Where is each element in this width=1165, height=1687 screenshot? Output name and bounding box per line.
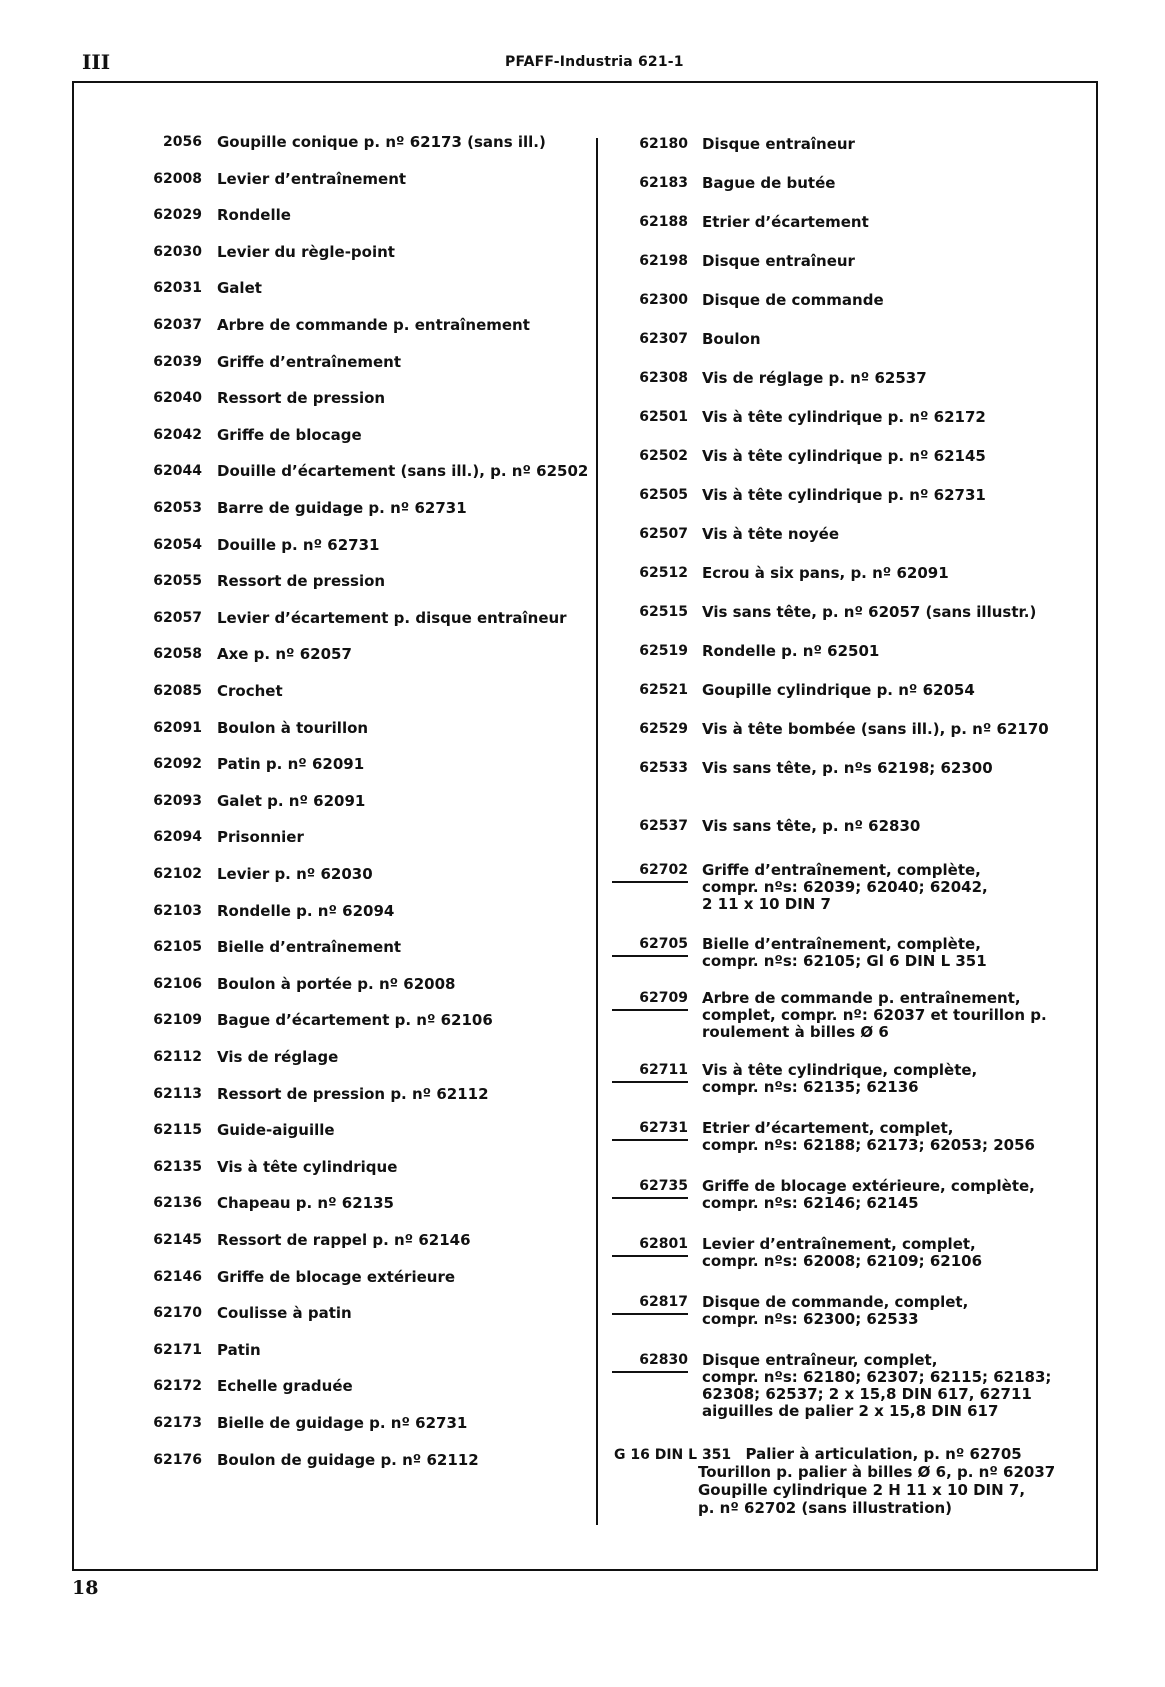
part-description: Axe p. nº 62057 <box>217 645 352 664</box>
part-entry <box>612 990 1047 1041</box>
part-number: 62055 <box>153 573 202 590</box>
description-line: Disque entraîneur, complet, <box>702 1351 938 1369</box>
part-entry <box>612 1236 982 1270</box>
part-number: 62039 <box>153 353 202 370</box>
part-entry <box>612 682 975 699</box>
part-description <box>702 565 949 582</box>
description-line: aiguilles de palier 2 x 15,8 DIN 617 <box>702 1402 999 1420</box>
part-entry <box>612 175 835 192</box>
part-description <box>702 862 988 913</box>
part-number: 62533 <box>639 760 688 776</box>
part-number: 62183 <box>639 175 688 191</box>
part-description <box>702 1062 977 1096</box>
part-description: Coulisse à patin <box>217 1304 352 1323</box>
part-description: Tourillon p. palier à billes Ø 6, p. nº 62037 <box>698 1463 1056 1481</box>
part-description: Levier d’écartement p. disque entraîneur <box>217 608 567 627</box>
part-number: 62037 <box>153 317 202 333</box>
part-number: 62521 <box>639 682 688 698</box>
part-entry <box>136 756 364 773</box>
part-description: Ressort de pression p. nº 62112 <box>217 1084 489 1103</box>
part-entry <box>136 427 362 444</box>
part-entry <box>136 1086 489 1103</box>
part-entry <box>136 207 291 224</box>
part-entry <box>136 1305 352 1322</box>
part-description: Boulon à tourillon <box>217 718 369 737</box>
part-number: 62145 <box>153 1232 202 1248</box>
part-description: Douille d’écartement (sans ill.), p. nº 62502 <box>217 462 589 481</box>
part-number: 62307 <box>639 331 688 347</box>
part-entry <box>612 818 920 835</box>
part-number: 62093 <box>153 792 202 809</box>
part-entry <box>136 903 394 920</box>
part-description: Ressort de pression <box>217 389 386 408</box>
part-description: Barre de guidage p. nº 62731 <box>217 499 467 517</box>
part-number: 62308 <box>639 370 688 386</box>
part-number: 62029 <box>153 207 202 224</box>
part-number: 62103 <box>153 902 202 919</box>
description-line: Vis à tête noyée <box>702 525 839 543</box>
description-line: Vis de réglage p. nº 62537 <box>702 369 927 387</box>
part-entry <box>136 537 379 554</box>
part-entry <box>612 1062 977 1096</box>
description-line: Bague de butée <box>702 174 836 192</box>
part-entry <box>136 1452 479 1469</box>
description-line: Vis sans tête, p. nºs 62198; 62300 <box>702 759 993 777</box>
part-description: Goupille cylindrique 2 H 11 x 10 DIN 7, <box>698 1481 1026 1499</box>
part-number: 62705 <box>612 936 688 957</box>
part-description <box>702 448 986 465</box>
part-number: 62801 <box>612 1236 688 1257</box>
description-line: compr. nºs: 62105; Gl 6 DIN L 351 <box>702 952 987 970</box>
part-description <box>702 818 920 835</box>
part-entry <box>612 448 986 465</box>
part-number: 62735 <box>612 1178 688 1199</box>
part-entry <box>612 565 949 582</box>
part-number: 62112 <box>153 1049 202 1065</box>
part-entry-line <box>698 1464 1055 1481</box>
part-entry-line <box>614 1446 1022 1464</box>
description-line: Ecrou à six pans, p. nº 62091 <box>702 564 949 582</box>
part-number: 62085 <box>153 683 202 699</box>
part-number: 62173 <box>153 1415 202 1431</box>
part-entry <box>612 487 986 504</box>
part-entry <box>612 136 855 153</box>
part-entry <box>612 370 927 387</box>
description-line: Etrier d’écartement <box>702 213 869 231</box>
part-number: 62113 <box>153 1085 202 1102</box>
part-entry <box>136 134 546 151</box>
part-description <box>702 175 835 192</box>
part-entry <box>612 214 869 231</box>
part-entry <box>136 1232 471 1249</box>
part-description: Bielle d’entraînement <box>217 938 402 957</box>
part-description <box>702 643 879 660</box>
part-number: 62507 <box>639 526 688 542</box>
part-description: Arbre de commande p. entraînement <box>217 316 530 334</box>
part-description: Levier p. nº 62030 <box>217 865 373 883</box>
part-entry <box>612 253 855 270</box>
part-entry <box>136 1195 394 1212</box>
part-description: Bague d’écartement p. nº 62106 <box>217 1011 493 1030</box>
part-description <box>702 292 884 309</box>
description-line: Disque de commande <box>702 291 884 309</box>
description-line: Griffe de blocage extérieure, complète, <box>702 1177 1035 1195</box>
description-line: Arbre de commande p. entraînement, <box>702 989 1021 1007</box>
description-line: Etrier d’écartement, complet, <box>702 1119 954 1137</box>
part-description: Griffe de blocage <box>217 425 362 444</box>
part-entry <box>612 292 884 309</box>
part-description: Bielle de guidage p. nº 62731 <box>217 1414 468 1432</box>
part-entry-line <box>698 1482 1025 1499</box>
description-line: 2 11 x 10 DIN 7 <box>702 895 831 913</box>
part-entry <box>136 280 262 297</box>
part-number: 62102 <box>153 866 202 882</box>
part-entry <box>136 829 304 846</box>
part-number: G 16 DIN L 351 <box>614 1447 732 1463</box>
part-description: Goupille conique p. nº 62173 (sans ill.) <box>217 133 546 151</box>
description-line: Vis sans tête, p. nº 62057 (sans illustr.) <box>702 603 1037 621</box>
part-entry <box>136 354 401 371</box>
part-entry <box>136 646 352 663</box>
description-line: compr. nºs: 62008; 62109; 62106 <box>702 1252 983 1270</box>
description-line: compr. nºs: 62039; 62040; 62042, <box>702 878 988 896</box>
part-description: Levier du règle-point <box>217 242 395 261</box>
part-entry <box>612 1178 1035 1212</box>
part-description <box>702 1352 1051 1420</box>
description-line: roulement à billes Ø 6 <box>702 1023 889 1041</box>
part-entry-line <box>698 1500 952 1517</box>
description-line: Disque entraîneur <box>702 252 855 270</box>
part-description: Galet p. nº 62091 <box>217 791 366 810</box>
part-entry <box>136 390 385 407</box>
part-description: Vis de réglage <box>217 1048 339 1066</box>
part-description <box>702 214 869 231</box>
part-description: Boulon à portée p. nº 62008 <box>217 974 456 993</box>
part-number: 62105 <box>153 939 202 956</box>
part-entry <box>612 526 839 543</box>
part-entry <box>612 936 987 970</box>
description-line: Vis à tête bombée (sans ill.), p. nº 62170 <box>702 720 1049 738</box>
part-description <box>702 682 975 699</box>
part-description <box>702 331 761 348</box>
part-description <box>702 604 1036 621</box>
part-number: 62502 <box>639 448 688 464</box>
description-line: compr. nºs: 62135; 62136 <box>702 1078 919 1096</box>
part-number: 62830 <box>612 1352 688 1373</box>
part-entry <box>136 939 401 956</box>
part-number: 62053 <box>153 500 202 516</box>
section-number: III <box>82 50 111 74</box>
part-number: 62054 <box>153 536 202 553</box>
part-entry <box>136 500 467 517</box>
description-line: Disque de commande, complet, <box>702 1293 969 1311</box>
part-entry <box>136 463 588 480</box>
part-number: 62702 <box>612 862 688 883</box>
part-entry <box>612 721 1049 738</box>
part-number: 62537 <box>639 818 688 834</box>
part-entry <box>136 1159 397 1176</box>
part-number: 62057 <box>153 609 202 626</box>
part-number: 62300 <box>639 292 688 308</box>
part-number: 62519 <box>639 643 688 659</box>
part-entry <box>136 1122 335 1139</box>
part-description: Galet <box>217 279 262 298</box>
part-number: 62135 <box>153 1158 202 1175</box>
part-description <box>702 990 1047 1041</box>
part-entry <box>612 1294 968 1328</box>
part-number: 62188 <box>639 214 688 230</box>
part-description <box>702 253 855 270</box>
part-description: Ressort de rappel p. nº 62146 <box>217 1231 471 1249</box>
part-number: 62171 <box>153 1341 202 1358</box>
part-entry <box>136 1049 338 1066</box>
part-number: 62040 <box>153 390 202 407</box>
part-entry <box>136 793 365 810</box>
part-entry <box>136 1378 353 1395</box>
part-description: Rondelle p. nº 62094 <box>217 901 395 920</box>
part-number: 62092 <box>153 756 202 773</box>
part-entry <box>612 409 986 426</box>
part-entry <box>612 1352 1051 1420</box>
part-number: 62091 <box>153 719 202 736</box>
part-number: 62817 <box>612 1294 688 1315</box>
part-number: 62031 <box>153 280 202 297</box>
description-line: Vis sans tête, p. nº 62830 <box>702 817 921 835</box>
part-description: Prisonnier <box>217 828 304 847</box>
part-entry <box>136 171 406 188</box>
part-entry <box>136 683 283 700</box>
part-number: 62711 <box>612 1062 688 1083</box>
page-header-title: PFAFF-Industria 621-1 <box>505 54 684 70</box>
part-description <box>702 487 986 504</box>
description-line: compr. nºs: 62146; 62145 <box>702 1194 919 1212</box>
part-number: 62515 <box>639 604 688 620</box>
part-number: 62180 <box>639 136 688 152</box>
part-description: Echelle graduée <box>217 1377 353 1396</box>
part-number: 62731 <box>612 1120 688 1141</box>
part-number: 62709 <box>612 990 688 1011</box>
description-line: Vis à tête cylindrique p. nº 62731 <box>702 486 986 504</box>
part-number: 62512 <box>639 565 688 581</box>
part-entry <box>136 317 530 334</box>
part-description: p. nº 62702 (sans illustration) <box>698 1499 953 1517</box>
part-description: Rondelle <box>217 206 291 225</box>
part-description: Levier d’entraînement <box>217 169 407 188</box>
part-number: 62198 <box>639 253 688 269</box>
description-line: 62308; 62537; 2 x 15,8 DIN 617, 62711 <box>702 1385 1032 1403</box>
part-entry <box>612 643 879 660</box>
description-line: Levier d’entraînement, complet, <box>702 1235 976 1253</box>
part-number: 62058 <box>153 646 202 663</box>
description-line: Vis à tête cylindrique, complète, <box>702 1061 978 1079</box>
description-line: Vis à tête cylindrique p. nº 62172 <box>702 408 986 426</box>
description-line: Rondelle p. nº 62501 <box>702 642 880 660</box>
part-entry <box>136 610 567 627</box>
part-description <box>702 1178 1035 1212</box>
part-description: Douille p. nº 62731 <box>217 535 380 554</box>
part-number: 62146 <box>153 1268 202 1285</box>
part-number: 62030 <box>153 243 202 260</box>
description-line: Boulon <box>702 330 761 348</box>
part-description <box>702 1120 1035 1154</box>
part-entry <box>136 1269 455 1286</box>
part-number: 62172 <box>153 1378 202 1395</box>
part-description: Palier à articulation, p. nº 62705 <box>745 1445 1022 1463</box>
part-description <box>702 526 839 543</box>
part-number: 62136 <box>153 1195 202 1212</box>
part-description: Griffe de blocage extérieure <box>217 1267 456 1286</box>
part-description: Ressort de pression <box>217 572 386 591</box>
part-number: 62094 <box>153 829 202 846</box>
part-entry <box>612 1120 1035 1154</box>
description-line: compr. nºs: 62300; 62533 <box>702 1310 919 1328</box>
part-number: 62501 <box>639 409 688 425</box>
description-line: Disque entraîneur <box>702 135 855 153</box>
part-description: Vis à tête cylindrique <box>217 1157 398 1176</box>
part-entry <box>612 331 761 348</box>
part-number: 62008 <box>153 170 202 187</box>
part-description: Crochet <box>217 682 283 700</box>
part-entry <box>612 604 1036 621</box>
description-line: Vis à tête cylindrique p. nº 62145 <box>702 447 986 465</box>
part-number: 2056 <box>163 134 202 150</box>
part-description <box>702 760 993 777</box>
part-number: 62044 <box>153 463 202 480</box>
description-line: compr. nºs: 62180; 62307; 62115; 62183; <box>702 1368 1052 1386</box>
column-divider <box>596 138 598 1525</box>
description-line: Griffe d’entraînement, complète, <box>702 861 981 879</box>
part-entry <box>136 244 395 261</box>
part-description: Patin p. nº 62091 <box>217 755 365 774</box>
part-entry <box>136 866 373 883</box>
part-description <box>702 409 986 426</box>
description-line: compr. nºs: 62188; 62173; 62053; 2056 <box>702 1136 1035 1154</box>
part-description <box>702 936 987 970</box>
part-entry <box>136 1012 493 1029</box>
part-entry <box>136 720 368 737</box>
part-number: 62170 <box>153 1305 202 1322</box>
part-description: Chapeau p. nº 62135 <box>217 1194 394 1213</box>
part-description: Boulon de guidage p. nº 62112 <box>217 1450 479 1469</box>
part-description <box>702 1236 982 1270</box>
part-description <box>702 721 1049 738</box>
part-number: 62176 <box>153 1451 202 1468</box>
part-entry <box>136 573 385 590</box>
part-number: 62109 <box>153 1012 202 1029</box>
part-number: 62505 <box>639 487 688 503</box>
part-entry <box>612 760 993 777</box>
part-number: 62529 <box>639 721 688 737</box>
description-line: Goupille cylindrique p. nº 62054 <box>702 681 975 699</box>
part-description <box>702 370 927 387</box>
part-description <box>702 136 855 153</box>
part-entry <box>136 976 456 993</box>
description-line: Bielle d’entraînement, complète, <box>702 935 981 953</box>
part-number: 62115 <box>153 1122 202 1139</box>
page-number: 18 <box>72 1577 99 1599</box>
part-number: 62106 <box>153 975 202 992</box>
part-description: Patin <box>217 1340 261 1359</box>
part-description <box>702 1294 968 1328</box>
part-entry <box>136 1342 261 1359</box>
part-entry <box>612 862 988 913</box>
part-description: Griffe d’entraînement <box>217 352 402 371</box>
part-number: 62042 <box>153 426 202 443</box>
description-line: complet, compr. nº: 62037 et tourillon p. <box>702 1006 1047 1024</box>
part-entry <box>136 1415 467 1432</box>
part-description: Guide-aiguille <box>217 1121 335 1140</box>
